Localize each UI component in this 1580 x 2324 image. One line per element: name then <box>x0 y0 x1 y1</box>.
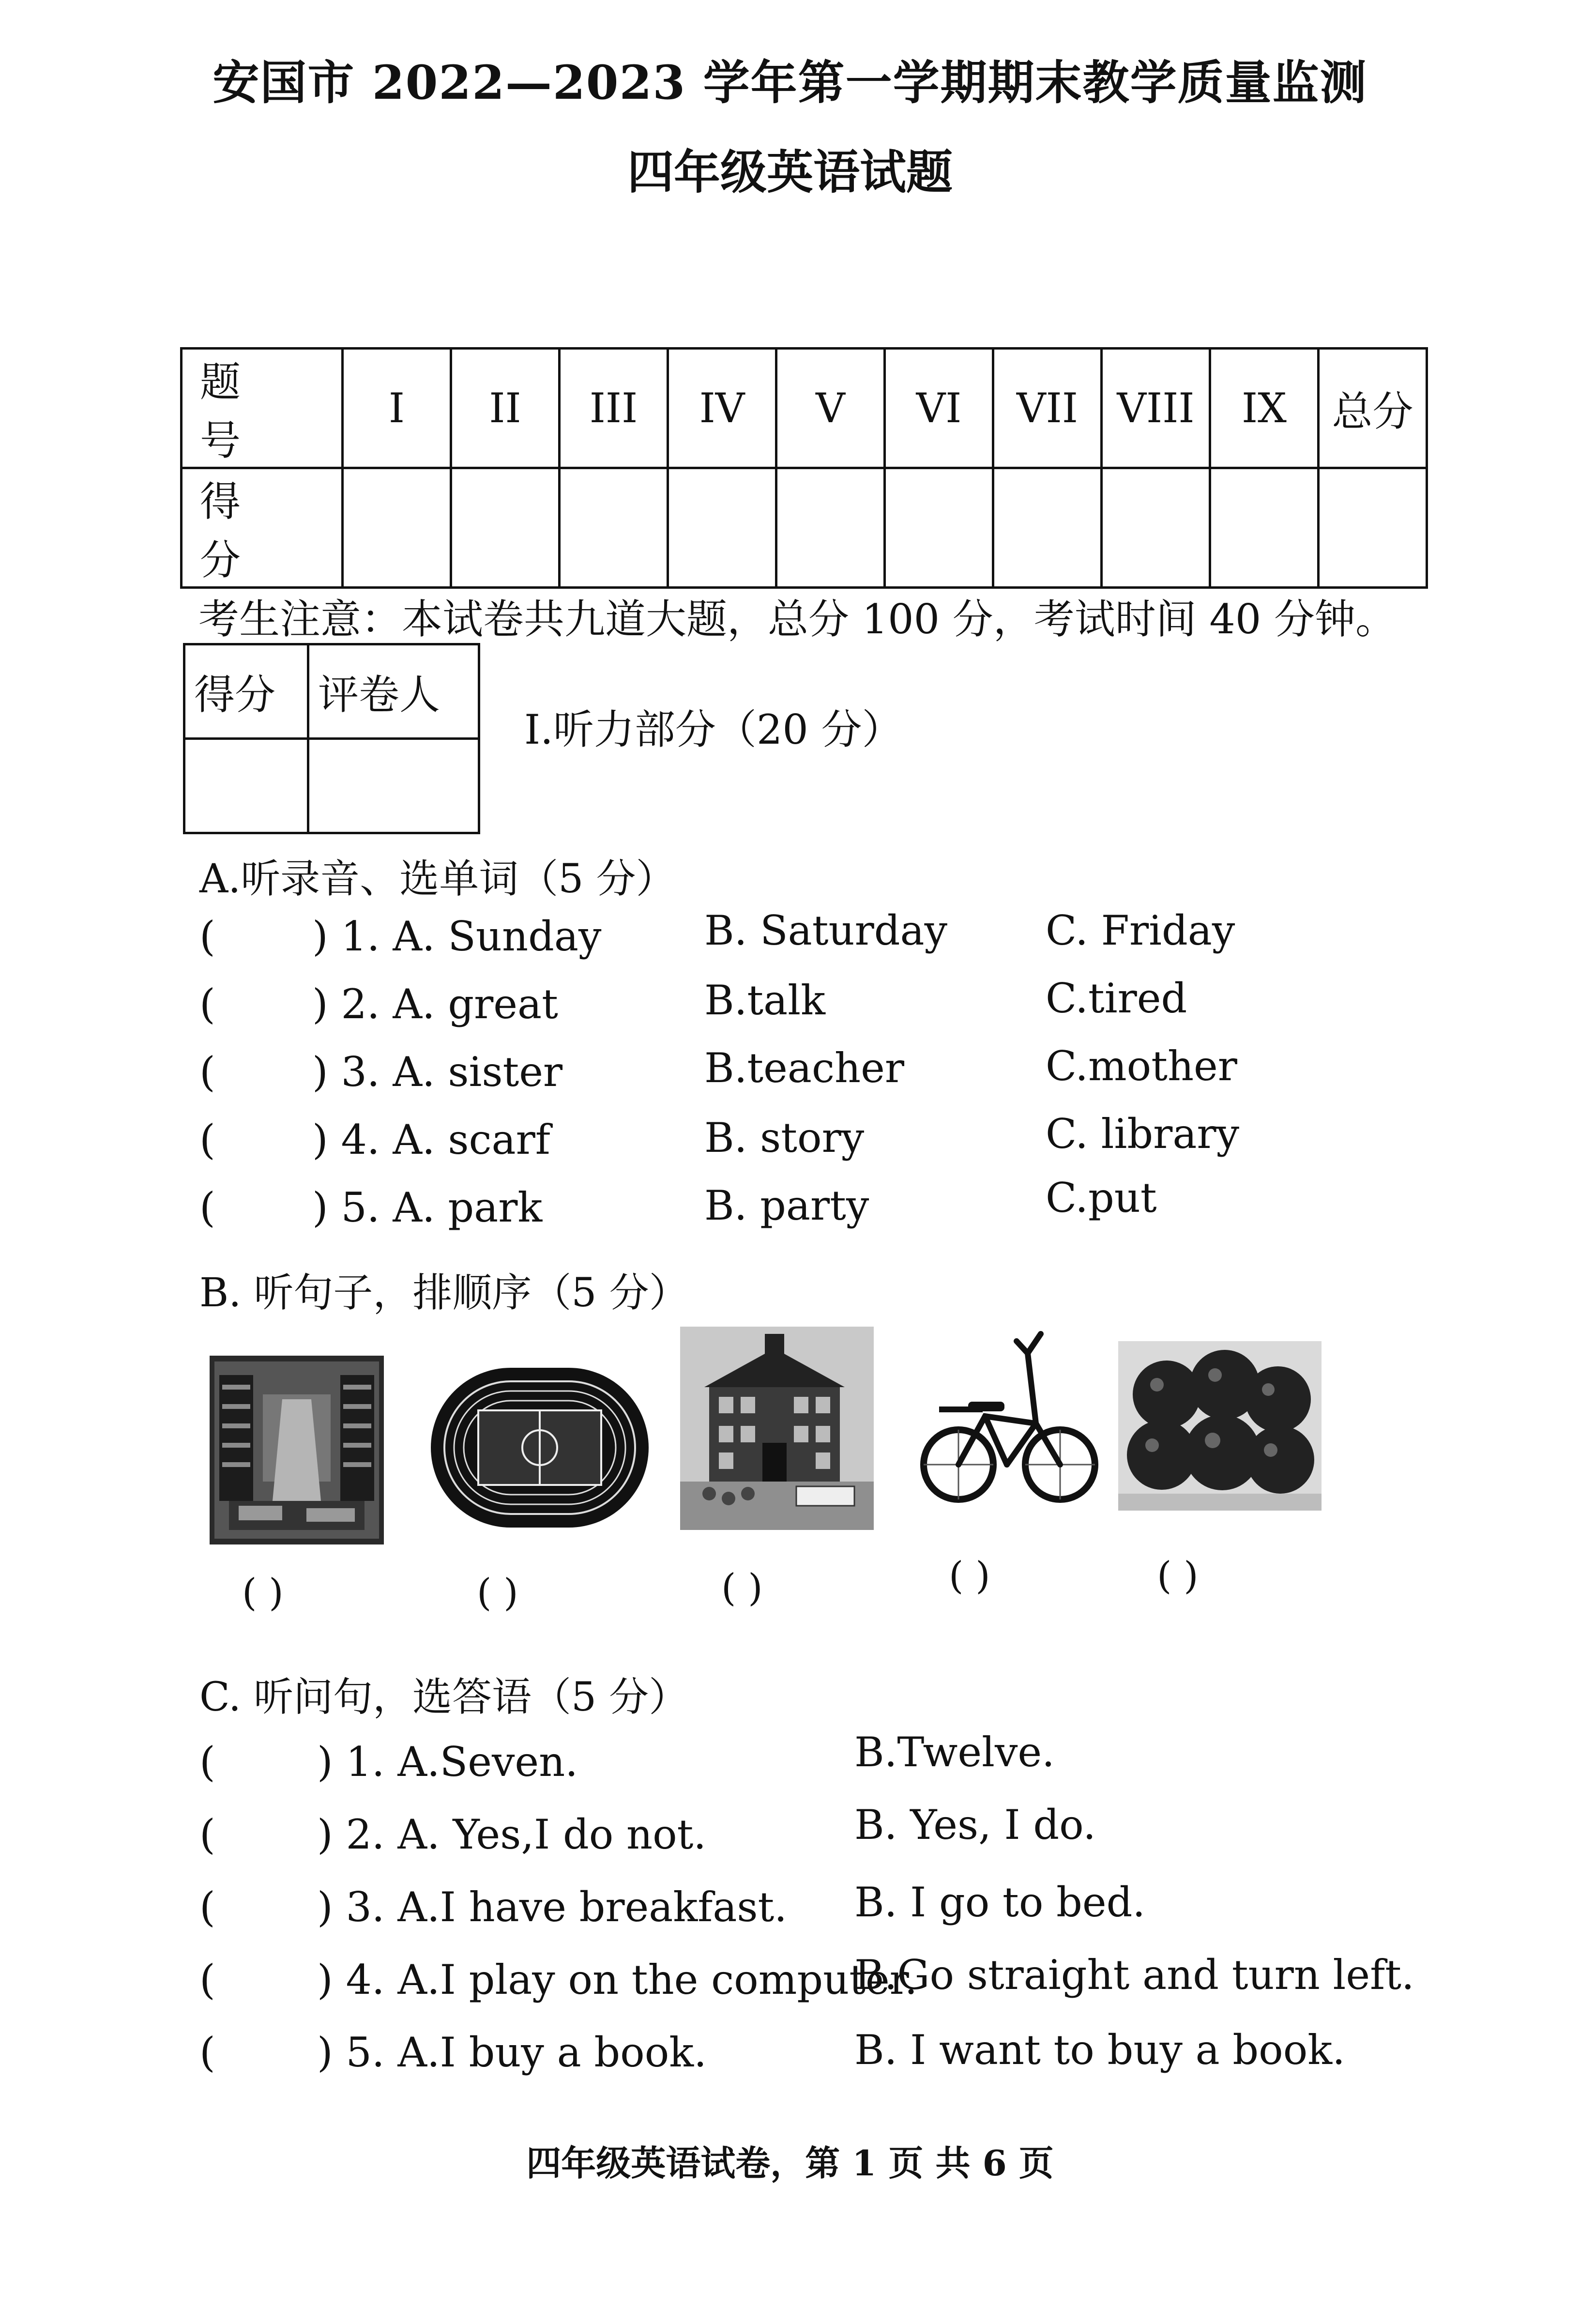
order-blank-3[interactable]: ( ) <box>721 1566 763 1610</box>
option-b: B. I want to buy a book. <box>854 2026 1345 2074</box>
score-cell[interactable] <box>885 468 993 588</box>
score-table-row-label: 得 分 <box>182 468 343 588</box>
bicycle-image <box>917 1319 1101 1518</box>
part-c-question-2 <box>0 1801 1580 1864</box>
answer-blank[interactable]: ( <box>199 913 215 960</box>
part-c-question-3 <box>0 1879 1580 1937</box>
score-table-row-label: 题 号 <box>182 349 343 468</box>
option-b: B.Go straight and turn left. <box>854 1951 1414 1999</box>
score-col-total: 总分 <box>1319 349 1427 468</box>
tomatoes-image <box>1118 1341 1322 1511</box>
option-c: C.put <box>1046 1174 1157 1222</box>
option-a: ) 5. A.I buy a book. <box>317 2029 707 2076</box>
part-c-question-5 <box>0 2026 1580 2082</box>
order-blank-2[interactable]: ( ) <box>477 1571 518 1615</box>
option-b: B. story <box>704 1114 865 1162</box>
score-col-8: VIII <box>1102 349 1210 468</box>
option-a: ) 1. A.Seven. <box>317 1738 578 1786</box>
score-col-4: IV <box>668 349 776 468</box>
score-cell[interactable] <box>776 468 885 588</box>
option-b: B. I go to bed. <box>854 1879 1146 1926</box>
score-cell[interactable] <box>560 468 668 588</box>
score-cell[interactable] <box>1102 468 1210 588</box>
part-c-question-1 <box>0 1728 1580 1791</box>
option-a: ) 4. A.I play on the computer. <box>317 1956 918 2003</box>
part-a-question-1 <box>0 907 1580 966</box>
option-b: B. party <box>704 1182 869 1229</box>
section-title-listening: Ⅰ.听力部分（20 分） <box>524 706 903 753</box>
score-col-7: VII <box>993 349 1102 468</box>
answer-blank[interactable]: ( <box>199 1956 215 2003</box>
score-col-2: II <box>451 349 560 468</box>
option-c: C.mother <box>1046 1042 1237 1090</box>
score-cell[interactable] <box>668 468 776 588</box>
part-b-heading: B. 听句子，排顺序（5 分） <box>199 1270 689 1316</box>
order-blank-1[interactable]: ( ) <box>242 1571 284 1615</box>
score-col-6: VI <box>885 349 993 468</box>
answer-blank[interactable]: ( <box>199 1116 215 1163</box>
answer-blank[interactable]: ( <box>199 1738 215 1786</box>
option-b: B.teacher <box>704 1044 904 1092</box>
option-b: B.talk <box>704 977 826 1024</box>
part-a-question-3 <box>0 1042 1580 1101</box>
option-b: B. Saturday <box>704 907 948 954</box>
option-b: B.Twelve. <box>854 1728 1055 1776</box>
library-image <box>210 1356 384 1544</box>
score-col-1: I <box>343 349 451 468</box>
score-cell[interactable] <box>1210 468 1319 588</box>
score-cell[interactable] <box>1319 468 1427 588</box>
part-a-question-4 <box>0 1110 1580 1169</box>
exam-subtitle: 四年级英语试题 <box>627 145 953 199</box>
grader-score-cell[interactable] <box>184 739 308 833</box>
option-a: ) 3. A. sister <box>312 1048 563 1096</box>
grader-name-cell[interactable] <box>308 739 479 833</box>
answer-blank[interactable]: ( <box>199 1811 215 1858</box>
option-c: C. Friday <box>1046 907 1235 954</box>
score-table-header-row <box>182 349 1427 468</box>
answer-blank[interactable]: ( <box>199 1048 215 1096</box>
school-building-image <box>680 1327 874 1530</box>
answer-blank[interactable]: ( <box>199 2029 215 2076</box>
score-col-5: V <box>776 349 885 468</box>
running-track-image <box>426 1363 653 1532</box>
option-a: ) 1. A. Sunday <box>312 913 602 960</box>
option-c: C.tired <box>1046 975 1187 1022</box>
exam-notice: 考生注意：本试卷共九道大题，总分 100 分，考试时间 40 分钟。 <box>198 596 1397 643</box>
score-cell[interactable] <box>451 468 560 588</box>
answer-blank[interactable]: ( <box>199 980 215 1028</box>
score-table-score-row <box>182 468 1427 588</box>
grader-table <box>183 643 480 834</box>
order-blank-5[interactable]: ( ) <box>1157 1554 1199 1598</box>
option-a: ) 2. A. Yes,I do not. <box>317 1811 707 1858</box>
option-a: ) 4. A. scarf <box>312 1116 550 1163</box>
part-a-heading: A.听录音、选单词（5 分） <box>199 856 676 902</box>
option-a: ) 5. A. park <box>312 1184 543 1231</box>
score-cell[interactable] <box>993 468 1102 588</box>
option-a: ) 3. A.I have breakfast. <box>317 1883 787 1931</box>
grader-score-label: 得分 <box>184 644 308 739</box>
part-a-question-2 <box>0 975 1580 1034</box>
grader-name-label: 评卷人 <box>308 644 479 739</box>
order-blank-4[interactable]: ( ) <box>949 1554 990 1598</box>
exam-title: 安国市 2022—2023 学年第一学期期末教学质量监测 <box>213 55 1367 110</box>
page-footer: 四年级英语试卷，第 1 页 共 6 页 <box>526 2142 1054 2184</box>
score-col-9: IX <box>1210 349 1319 468</box>
option-b: B. Yes, I do. <box>854 1801 1096 1849</box>
option-c: C. library <box>1046 1110 1240 1158</box>
score-col-3: III <box>560 349 668 468</box>
score-table <box>180 347 1428 589</box>
answer-blank[interactable]: ( <box>199 1184 215 1231</box>
score-cell[interactable] <box>343 468 451 588</box>
answer-blank[interactable]: ( <box>199 1883 215 1931</box>
part-c-question-4 <box>0 1951 1580 2009</box>
part-c-heading: C. 听问句，选答语（5 分） <box>199 1674 689 1720</box>
option-a: ) 2. A. great <box>312 980 558 1028</box>
part-a-question-5 <box>0 1174 1580 1237</box>
